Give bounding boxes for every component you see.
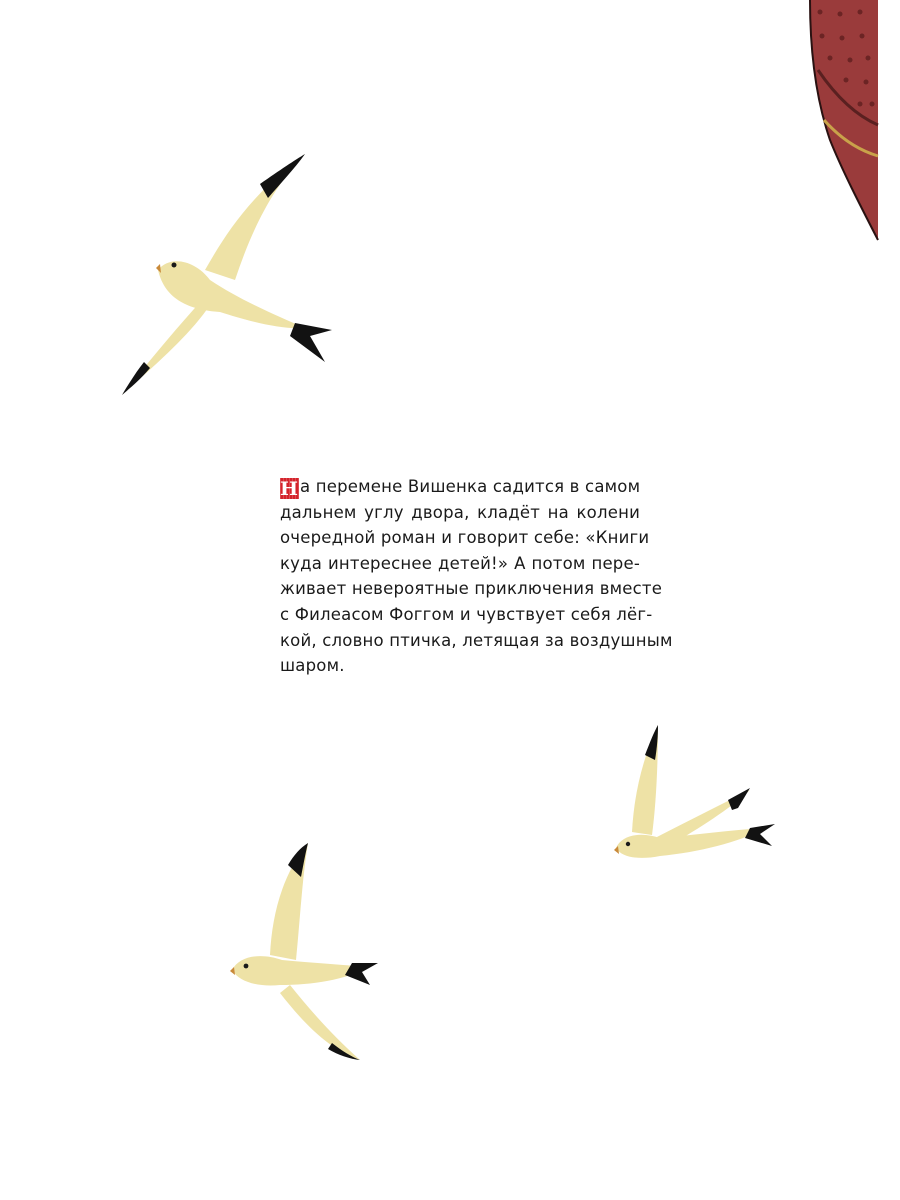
text-line-3: очередной роман и говорит себе: «Книги	[280, 528, 650, 548]
bird-icon	[110, 140, 350, 410]
bird-illustration-right	[600, 720, 790, 880]
text-line-5: живает невероятные приключения вместе	[280, 579, 663, 599]
text-line-7: кой, словно птичка, летящая за воздушным	[280, 630, 673, 650]
bird-icon	[600, 720, 790, 880]
balloon-icon	[800, 0, 900, 260]
bird-icon	[220, 835, 395, 1070]
text-line-1: Н а перемене Вишенка садится в самом	[280, 477, 641, 500]
balloon-illustration	[800, 0, 900, 260]
bird-illustration-lower-left	[220, 835, 395, 1070]
text-line-2: дальнем углу двора, кладёт на колени	[280, 502, 640, 522]
story-paragraph	[280, 474, 673, 679]
text-line-6: с Филеасом Фоггом и чувствует себя лёг-	[280, 604, 653, 624]
text-line-4: куда интереснее детей!» А потом пере-	[280, 553, 640, 573]
drop-cap: Н	[280, 478, 299, 500]
bird-illustration-upper-left	[110, 140, 350, 410]
text-line-8: шаром.	[280, 656, 345, 676]
